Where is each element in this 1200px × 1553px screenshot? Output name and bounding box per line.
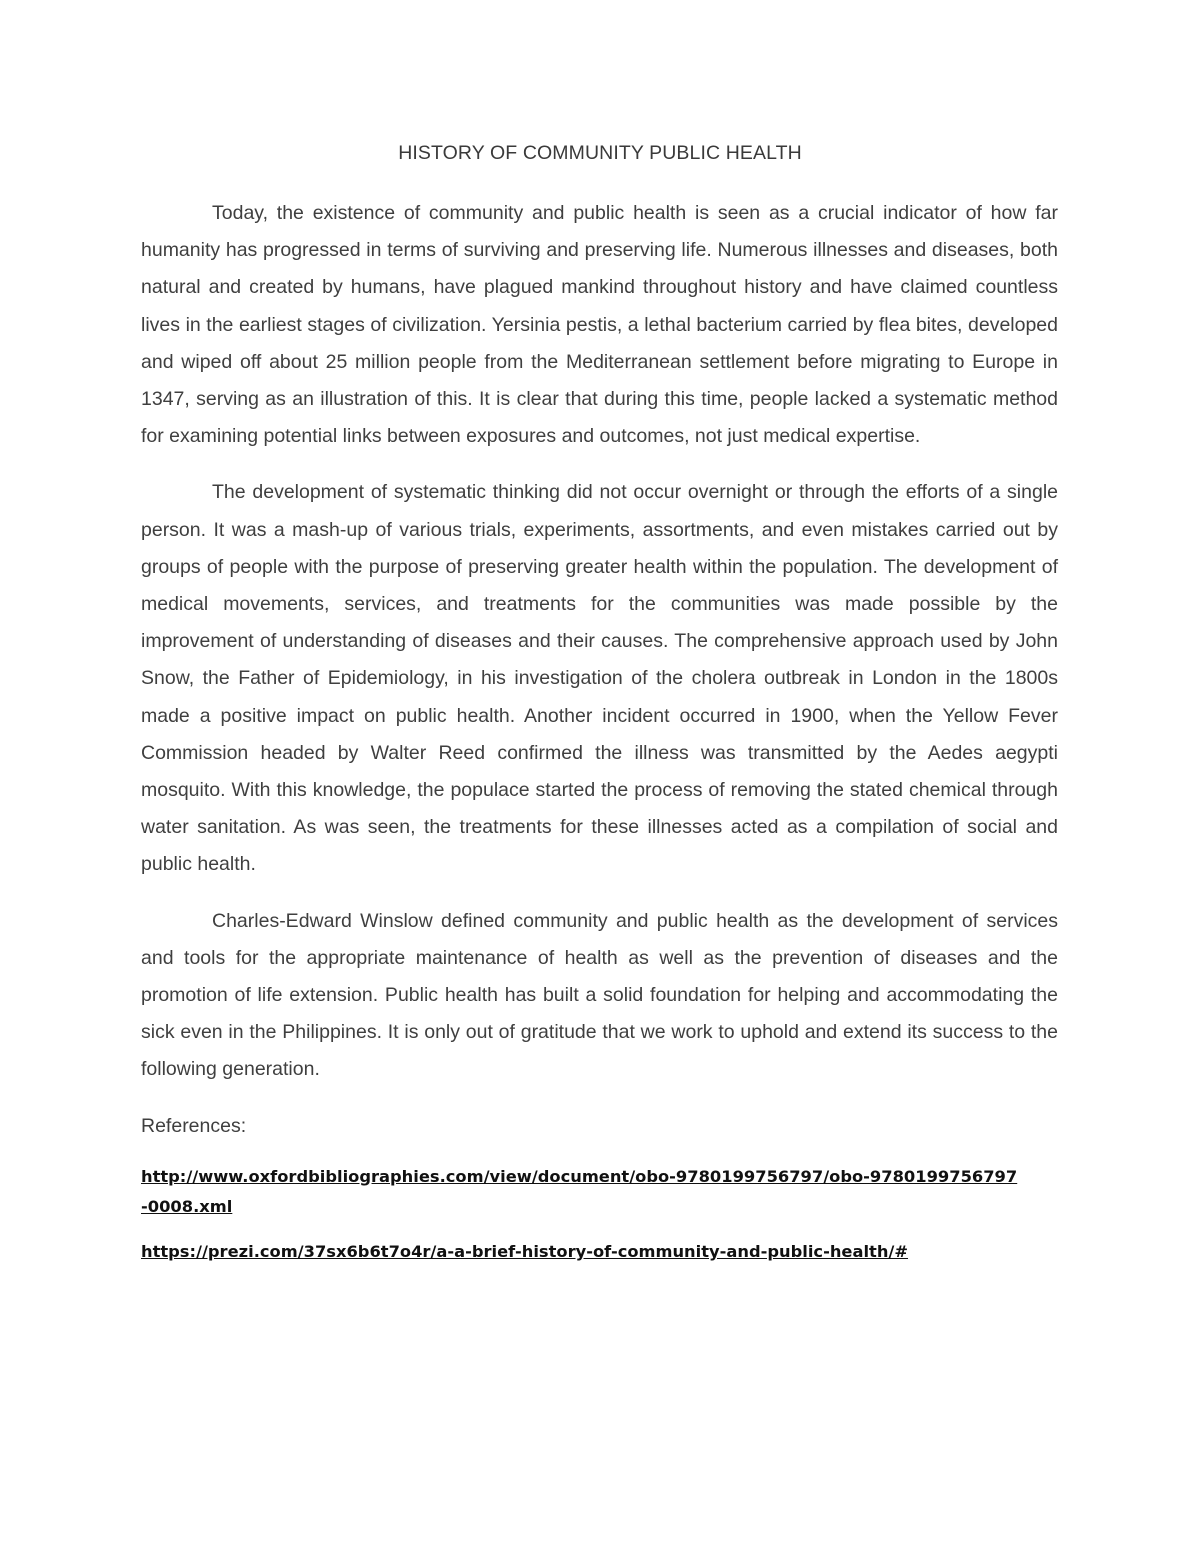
paragraph-systematic-thinking: The development of systematic thinking did not occur overnight or through the efforts of a single person. It was a mash-up of various trials, experiments, assortments, and even mistakes carried out by groups of people with the purpose of preserving greater health within the population. The development of medical movements, services, and treatments for the communities was made possible by the improvement of understanding of diseases and their causes. The comprehensive approach used by John Snow, the Father of Epidemiology, in his investigation of the cholera outbreak in London in the 1800s made a positive impact on public health. Another incident occurred in 1900, when the Yellow Fever Commission headed by Walter Reed confirmed the illness was transmitted by the Aedes aegypti mosquito. With this knowledge, the populace started the process of removing the stated chemical through water sanitation. As was seen, the treatments for these illnesses acted as a compilation of social and public health.	[141, 481, 1058, 876]
document-body	[141, 195, 1058, 1282]
paragraph-intro: Today, the existence of community and public health is seen as a crucial indicator of how far humanity has progressed in terms of surviving and preserving life. Numerous illnesses and diseases, both natural and created by humans, have plagued mankind throughout history and have claimed countless lives in the earliest stages of civilization. Yersinia pestis, a lethal bacterium carried by flea bites, developed and wiped off about 25 million people from the Mediterranean settlement before migrating to Europe in 1347, serving as an illustration of this. It is clear that during this time, people lacked a systematic method for examining potential links between exposures and outcomes, not just medical expertise.	[141, 202, 1058, 448]
paragraph-winslow-definition: Charles-Edward Winslow defined community and public health as the development of services and tools for the appropriate maintenance of health as well as the prevention of diseases and the promotion of life extension. Public health has built a solid foundation for helping and accommodating the sick even in the Philippines. It is only out of gratitude that we work to uphold and extend its success to the following generation.	[141, 909, 1058, 1081]
references-heading: References:	[141, 1114, 247, 1137]
document-title: HISTORY OF COMMUNITY PUBLIC HEALTH	[398, 142, 802, 164]
reference-link-prezi[interactable]: https://prezi.com/37sx6b6t7o4r/a-a-brief-history-of-community-and-public-health/#	[141, 1241, 909, 1261]
reference-link-oxford[interactable]: http://www.oxfordbibliographies.com/view/document/obo-9780199756797/obo-9780199756797-0008.xml	[141, 1166, 1018, 1216]
